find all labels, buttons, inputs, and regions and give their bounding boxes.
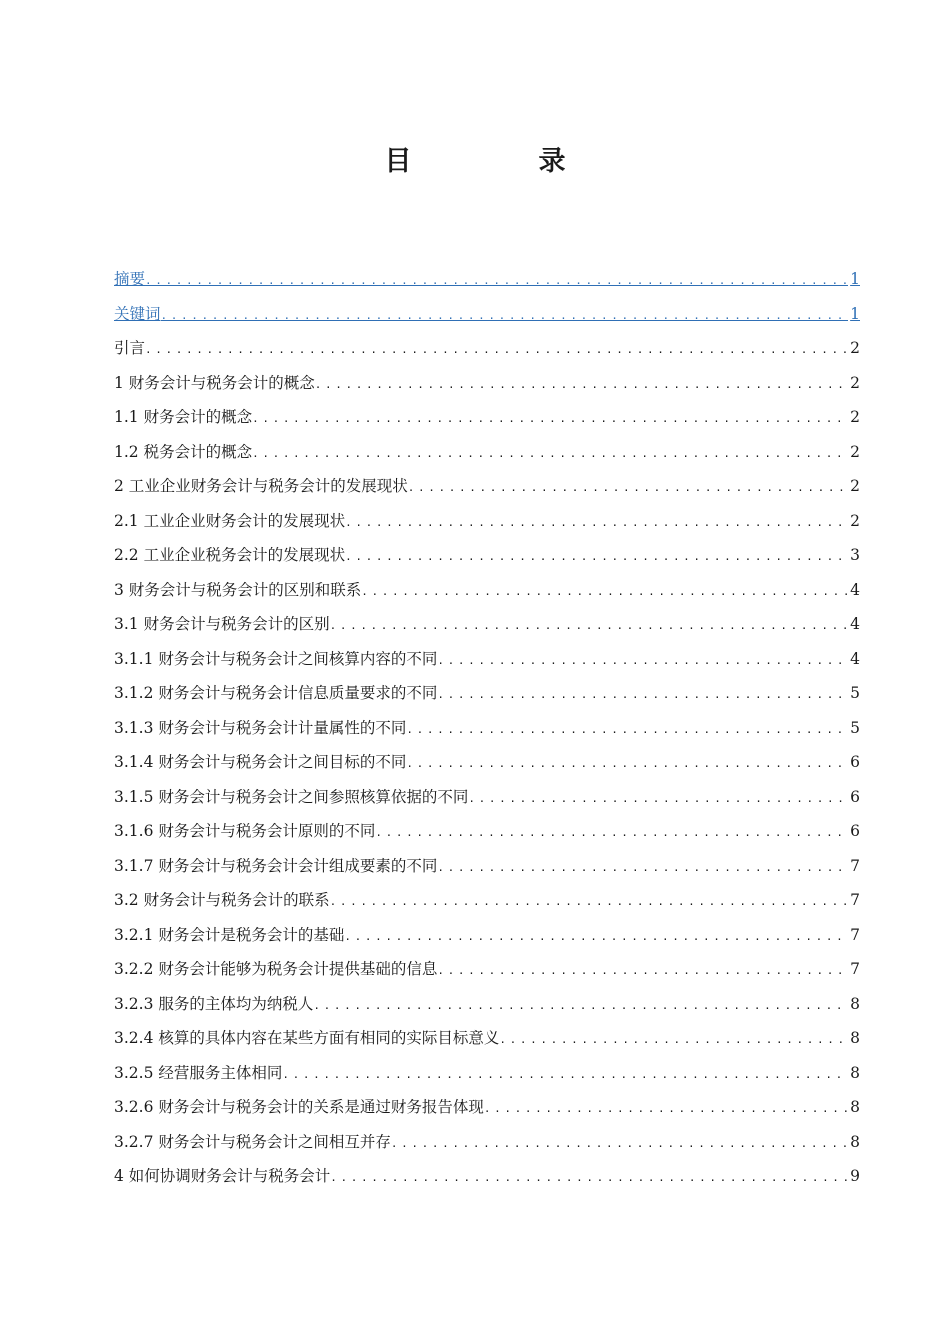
toc-entry-label: 3.1.3 财务会计与税务会计计量属性的不同	[114, 718, 407, 737]
toc-entry-label: 1.2 税务会计的概念	[114, 442, 253, 461]
toc-entry-page-number: 8	[850, 994, 860, 1013]
toc-entry[interactable]	[114, 745, 860, 780]
dot-leader	[406, 713, 848, 746]
dot-leader	[345, 506, 848, 539]
toc-entry-label: 3.2.2 财务会计能够为税务会计提供基础的信息	[114, 960, 438, 978]
toc-entry[interactable]	[114, 538, 860, 573]
dot-leader	[406, 747, 848, 780]
toc-entry[interactable]	[114, 849, 860, 884]
dot-leader	[437, 644, 848, 677]
toc-entry[interactable]	[114, 987, 860, 1022]
toc-entry-label: 关键词	[114, 304, 161, 323]
toc-entry[interactable]	[114, 297, 860, 332]
toc-entry-label: 引言	[114, 339, 146, 357]
toc-entry-label: 4 如何协调财务会计与税务会计	[114, 1167, 331, 1185]
toc-entry[interactable]	[114, 1021, 860, 1056]
dot-leader	[468, 782, 848, 815]
toc-entry[interactable]	[114, 607, 860, 642]
toc-entry-page-number: 2	[850, 511, 860, 530]
toc-entry-label: 3.2 财务会计与税务会计的联系	[114, 891, 330, 909]
dot-leader	[161, 299, 849, 332]
toc-entry[interactable]	[114, 331, 860, 366]
toc-entry-page-number: 4	[850, 615, 860, 633]
dot-leader	[345, 540, 848, 573]
toc-entry-page-number: 9	[850, 1167, 860, 1185]
toc-entry-page-number: 7	[850, 960, 860, 978]
toc-entry-page-number: 2	[850, 339, 860, 357]
toc-entry-page-number: 6	[850, 787, 860, 806]
toc-entry-label: 3.1.5 财务会计与税务会计之间参照核算依据的不同	[114, 787, 469, 806]
toc-entry-page-number: 6	[850, 753, 860, 771]
toc-entry[interactable]	[114, 1125, 860, 1160]
dot-leader	[437, 954, 848, 987]
dot-leader	[252, 437, 848, 470]
dot-leader	[375, 816, 848, 849]
toc-entry-page-number: 3	[850, 546, 860, 564]
toc-entry-page-number: 7	[850, 856, 860, 875]
toc-entry[interactable]	[114, 814, 860, 849]
toc-entry[interactable]	[114, 711, 860, 746]
toc-entry-label: 3.1.1 财务会计与税务会计之间核算内容的不同	[114, 649, 438, 668]
toc-entry[interactable]	[114, 469, 860, 504]
toc-entry-label: 3.1.2 财务会计与税务会计信息质量要求的不同	[114, 684, 438, 702]
page-title: 目 录	[384, 146, 616, 177]
toc-entry[interactable]	[114, 504, 860, 539]
toc-entry-page-number: 8	[850, 1063, 860, 1082]
dot-leader	[330, 609, 849, 642]
dot-leader	[330, 1161, 848, 1194]
toc-entry-label: 3.1.6 财务会计与税务会计原则的不同	[114, 822, 376, 840]
toc-entry-label: 1.1 财务会计的概念	[114, 408, 253, 426]
toc-entry-page-number: 4	[850, 649, 860, 668]
toc-entry-page-number: 2	[850, 373, 860, 392]
dot-leader	[408, 471, 848, 504]
toc-entry-page-number: 1	[850, 304, 860, 323]
toc-entry-label: 3.2.6 财务会计与税务会计的关系是通过财务报告体现	[114, 1098, 484, 1116]
dot-leader	[437, 678, 848, 711]
toc-entry-page-number: 6	[850, 822, 860, 840]
toc-entry-page-number: 8	[850, 1029, 860, 1047]
toc-entry[interactable]	[114, 400, 860, 435]
toc-entry[interactable]	[114, 952, 860, 987]
toc-entry-label: 摘要	[114, 270, 146, 288]
toc-entry[interactable]	[114, 780, 860, 815]
toc-entry[interactable]	[114, 262, 860, 297]
toc-entry-label: 3.2.7 财务会计与税务会计之间相互并存	[114, 1132, 391, 1151]
dot-leader	[391, 1127, 848, 1160]
dot-leader	[499, 1023, 848, 1056]
dot-leader	[315, 368, 848, 401]
dot-leader	[437, 851, 848, 884]
toc-entry[interactable]	[114, 883, 860, 918]
toc-entry-page-number: 5	[850, 718, 860, 737]
toc-entry-page-number: 2	[850, 477, 860, 495]
toc-entry-label: 3.1.7 财务会计与税务会计会计组成要素的不同	[114, 856, 438, 875]
toc-entry-label: 3.1 财务会计与税务会计的区别	[114, 615, 330, 633]
toc-entry-page-number: 2	[850, 408, 860, 426]
table-of-contents	[114, 262, 860, 1194]
toc-entry-page-number: 1	[850, 270, 860, 288]
dot-leader	[361, 575, 848, 608]
toc-entry[interactable]	[114, 642, 860, 677]
toc-entry-label: 3.2.3 服务的主体均为纳税人	[114, 994, 314, 1013]
dot-leader	[282, 1058, 848, 1091]
dot-leader	[313, 989, 848, 1022]
toc-entry-label: 1 财务会计与税务会计的概念	[114, 373, 315, 392]
dot-leader	[344, 920, 848, 953]
dot-leader	[252, 402, 848, 435]
toc-entry[interactable]	[114, 676, 860, 711]
toc-entry[interactable]	[114, 573, 860, 608]
toc-entry-page-number: 8	[850, 1098, 860, 1116]
toc-entry-label: 2.2 工业企业税务会计的发展现状	[114, 546, 346, 564]
dot-leader	[484, 1092, 848, 1125]
toc-entry-label: 2 工业企业财务会计与税务会计的发展现状	[114, 477, 408, 495]
toc-entry-page-number: 4	[850, 580, 860, 599]
toc-entry-label: 3.2.1 财务会计是税务会计的基础	[114, 925, 345, 944]
toc-entry-page-number: 7	[850, 891, 860, 909]
toc-entry-label: 3.1.4 财务会计与税务会计之间目标的不同	[114, 753, 407, 771]
toc-entry-label: 3.2.4 核算的具体内容在某些方面有相同的实际目标意义	[114, 1029, 500, 1047]
dot-leader	[145, 264, 848, 297]
toc-entry-page-number: 2	[850, 442, 860, 461]
toc-entry[interactable]	[114, 1056, 860, 1091]
dot-leader	[145, 333, 848, 366]
toc-entry[interactable]	[114, 1090, 860, 1125]
toc-entry-page-number: 7	[850, 925, 860, 944]
toc-entry-label: 3.2.5 经营服务主体相同	[114, 1063, 283, 1082]
toc-entry[interactable]	[114, 435, 860, 470]
toc-entry-label: 2.1 工业企业财务会计的发展现状	[114, 511, 346, 530]
toc-entry-label: 3 财务会计与税务会计的区别和联系	[114, 580, 362, 599]
toc-entry-page-number: 8	[850, 1132, 860, 1151]
toc-entry[interactable]	[114, 918, 860, 953]
toc-entry[interactable]	[114, 1159, 860, 1194]
dot-leader	[330, 885, 849, 918]
toc-entry-page-number: 5	[850, 684, 860, 702]
toc-entry[interactable]	[114, 366, 860, 401]
